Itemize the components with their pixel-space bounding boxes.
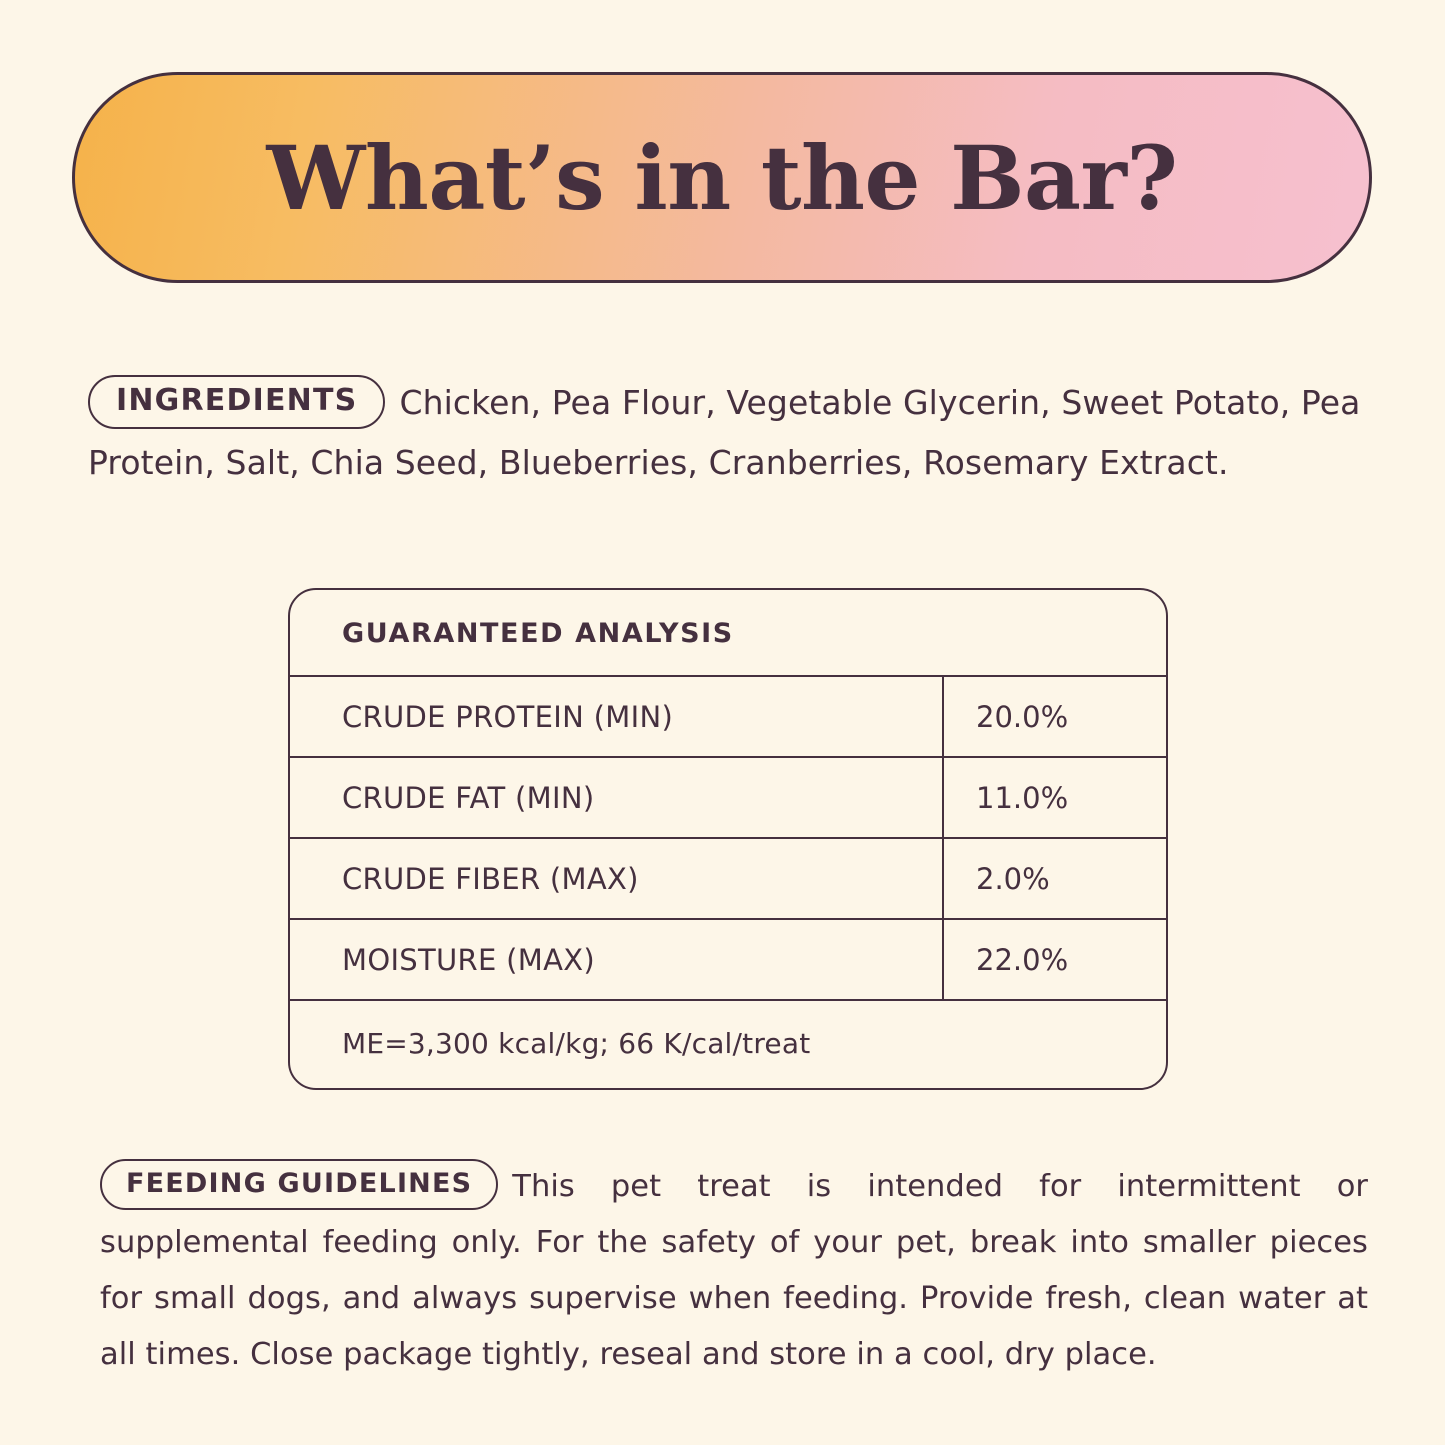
- table-cell-value: 20.0%: [942, 677, 1166, 756]
- table-cell-label: CRUDE FIBER (MAX): [342, 861, 639, 896]
- table-row: [290, 837, 1166, 918]
- table-cell-label: MOISTURE (MAX): [342, 942, 595, 977]
- ingredients-label: INGREDIENTS: [88, 375, 385, 429]
- calorie-footnote: ME=3,300 kcal/kg; 66 K/cal/treat: [290, 999, 1166, 1088]
- feeding-guidelines-label: FEEDING GUIDELINES: [100, 1159, 498, 1210]
- feeding-guidelines-section: [100, 1128, 1368, 1413]
- ingredients-text: Chicken, Pea Flour, Vegetable Glycerin, Sweet Potato, Pea Protein, Salt, Chia Seed, Blueberries, Cranberries, Rosemary Extract.: [88, 383, 1361, 482]
- ingredients-section: [88, 340, 1368, 526]
- table-cell-value: 2.0%: [942, 839, 1166, 918]
- page-title: What’s in the Bar?: [266, 125, 1178, 230]
- feeding-guidelines-text: This pet treat is intended for intermittent or supplemental feeding only. For the safety of your pet, break into smaller pieces for small dogs, and always supervise when feeding. Provide fresh, clean water at all times. Close package tightly, reseal and store in a cool, dry place.: [100, 1168, 1368, 1372]
- header-banner: [72, 72, 1372, 283]
- guaranteed-analysis-title: GUARANTEED ANALYSIS: [342, 618, 734, 649]
- table-row: [290, 675, 1166, 756]
- table-row: [290, 756, 1166, 837]
- table-cell-value: 22.0%: [942, 920, 1166, 999]
- table-cell-label: CRUDE FAT (MIN): [342, 780, 595, 815]
- guaranteed-analysis-table: [288, 588, 1168, 1090]
- feeding-guidelines-paragraph: [100, 1159, 1368, 1383]
- table-cell-label: CRUDE PROTEIN (MIN): [342, 699, 674, 734]
- table-row: [290, 918, 1166, 999]
- ingredients-paragraph: [88, 373, 1368, 493]
- table-cell-value: 11.0%: [942, 758, 1166, 837]
